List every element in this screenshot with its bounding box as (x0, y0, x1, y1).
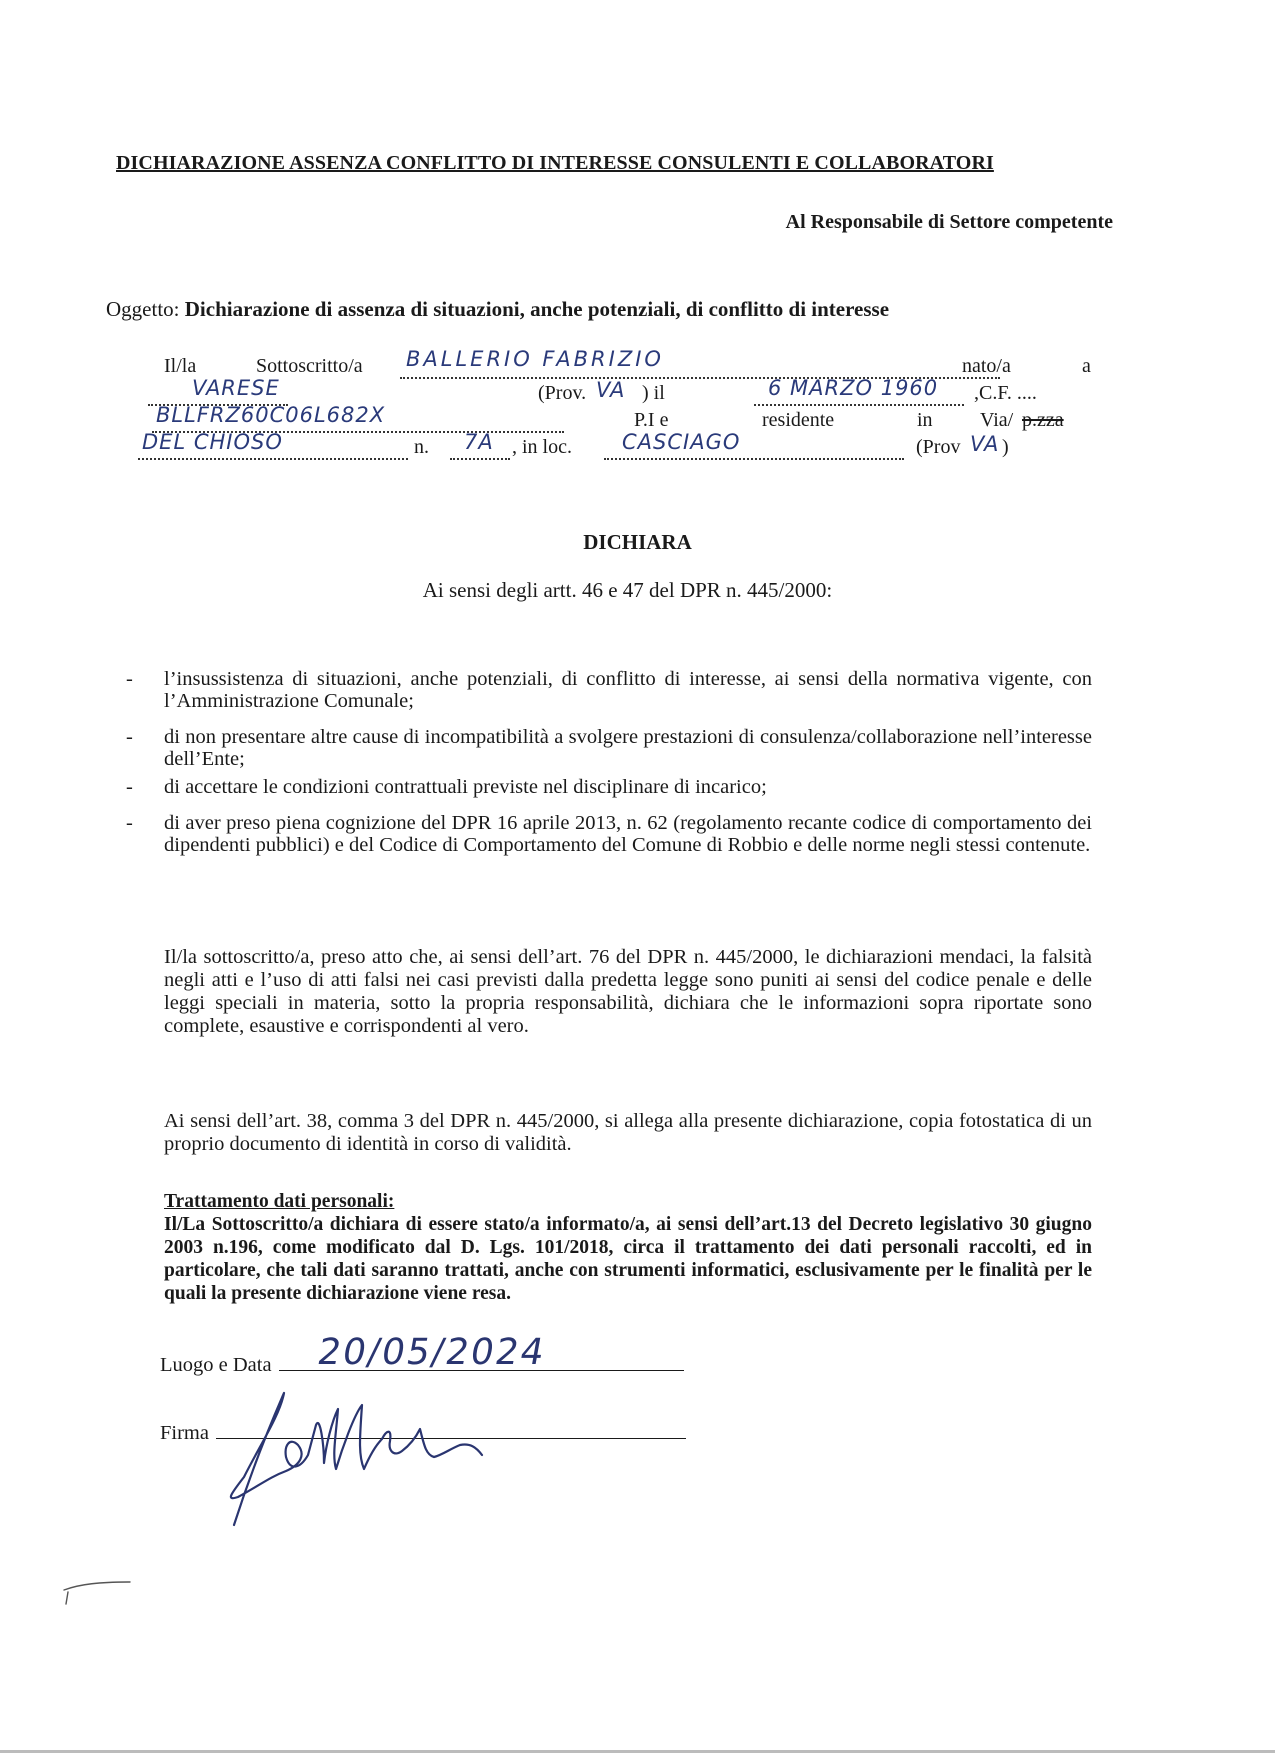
subject-line (106, 297, 889, 322)
handwritten-signature (220, 1385, 580, 1535)
a-label: a (1082, 355, 1091, 377)
attachment-paragraph: Ai sensi dell’art. 38, comma 3 del DPR n. 445/2000, si allega alla presente dichiarazione, copia fotostatica di un proprio documento di identità in corso di validità. (164, 1110, 1092, 1155)
via-label: Via/ (980, 409, 1014, 431)
details-line-4 (142, 430, 1094, 463)
place-date-label: Luogo e Data (160, 1354, 272, 1376)
birthplace-value: VARESE (192, 376, 280, 400)
scan-edge (0, 1750, 1275, 1753)
nato-label: nato/a (962, 355, 1011, 377)
birth-date-value: 6 MARZO 1960 (768, 376, 939, 400)
residente-label: residente (762, 409, 835, 431)
declaration-list (122, 668, 1092, 870)
legal-basis: Ai sensi degli artt. 46 e 47 del DPR n. 445/2000: (422, 578, 833, 602)
cf-label: ,C.F. .... (974, 382, 1037, 404)
privacy-heading: Trattamento dati personali: (164, 1191, 395, 1212)
list-item (122, 726, 1092, 770)
responsibility-paragraph: Il/la sottoscritto/a, preso atto che, ai sensi dell’art. 76 del DPR n. 445/2000, le dichiarazioni mendaci, la falsità negli atti e l’uso di atti falsi nei casi previsti dalla predetta legge sono puniti ai sensi del codice penale e delle leggi speciali in materia, sotto la propria responsabilità, dichiara che le informazioni sopra riportate sono complete, esaustive e corrispondenti al vero. (164, 946, 1092, 1037)
loc-label: , in loc. (512, 436, 572, 458)
list-item-text: di non presentare altre cause di incompatibilità a svolgere prestazioni di consulenza/collaborazione nell’interesse dell’Ente; (164, 726, 1092, 770)
stray-pen-mark (60, 1570, 140, 1610)
privacy-section (164, 1190, 1092, 1305)
list-item: - di accettare le condizioni contrattuali previste nel disciplinare di incarico; (122, 776, 1092, 798)
addressee: Al Responsabile di Settore competente (785, 211, 1113, 233)
street-number-value: 7A (464, 430, 494, 454)
residence-prov-value: VA (970, 432, 1000, 456)
pzza-label: p.zza (1022, 409, 1064, 431)
signature-label: Firma (160, 1422, 209, 1444)
street-value: DEL CHIOSO (142, 430, 283, 454)
prov-close: ) (1002, 436, 1009, 458)
privacy-text: Il/La Sottoscritto/a dichiara di essere stato/a informato/a, ai sensi dell’art.13 del Decreto legislativo 30 giugno 2003 n.196, come modificato dal D. Lgs. 101/2018, circa il trattamento dei dati personali raccolti, ed in particolare, che tali dati saranno trattati, anche con strumenti informatici, esclusivamente per le finalità per le quali la presente dichiarazione viene resa. (164, 1214, 1092, 1304)
subject-text: Dichiarazione di assenza di situazioni, anche potenziali, di conflitto di interesse (184, 297, 890, 321)
personal-details (142, 347, 1094, 463)
pi-label: P.I e (634, 409, 669, 431)
list-item: - di aver preso piena cognizione del DPR 16 aprile 2013, n. 62 (regolamento recante codice di comportamento dei dipendenti pubblici) e del Codice di Comportamento del Comune di Robbio e delle norme negli stessi contenute. (122, 812, 1092, 856)
document-title: DICHIARAZIONE ASSENZA CONFLITTO DI INTERESSE CONSULENTI E COLLABORATORI (116, 152, 994, 174)
in-label: in (917, 409, 933, 431)
date-value: 20/05/2024 (314, 1332, 550, 1373)
birth-prov-value: VA (596, 378, 626, 402)
prefix-label: Il/la (164, 355, 197, 377)
n-label: n. (414, 436, 429, 458)
subject-label: Oggetto: (106, 297, 180, 321)
prov-res-label: (Prov (916, 436, 961, 458)
sottoscritto-label: Sottoscritto/a (256, 355, 363, 377)
tax-code-value: BLLFRZ60C06L682X (156, 403, 386, 427)
locality-value: CASCIAGO (622, 430, 741, 454)
list-item: - l’insussistenza di situazioni, anche potenziali, di conflitto di interesse, ai sensi della normativa vigente, con l’Amministrazione Comunale; (122, 668, 1092, 712)
details-line-1 (164, 347, 1094, 382)
il-label: ) il (642, 382, 665, 404)
declaration-heading: DICHIARA (583, 530, 692, 554)
prov-label: (Prov. (538, 382, 587, 404)
name-value: BALLERIO FABRIZIO (406, 347, 664, 371)
